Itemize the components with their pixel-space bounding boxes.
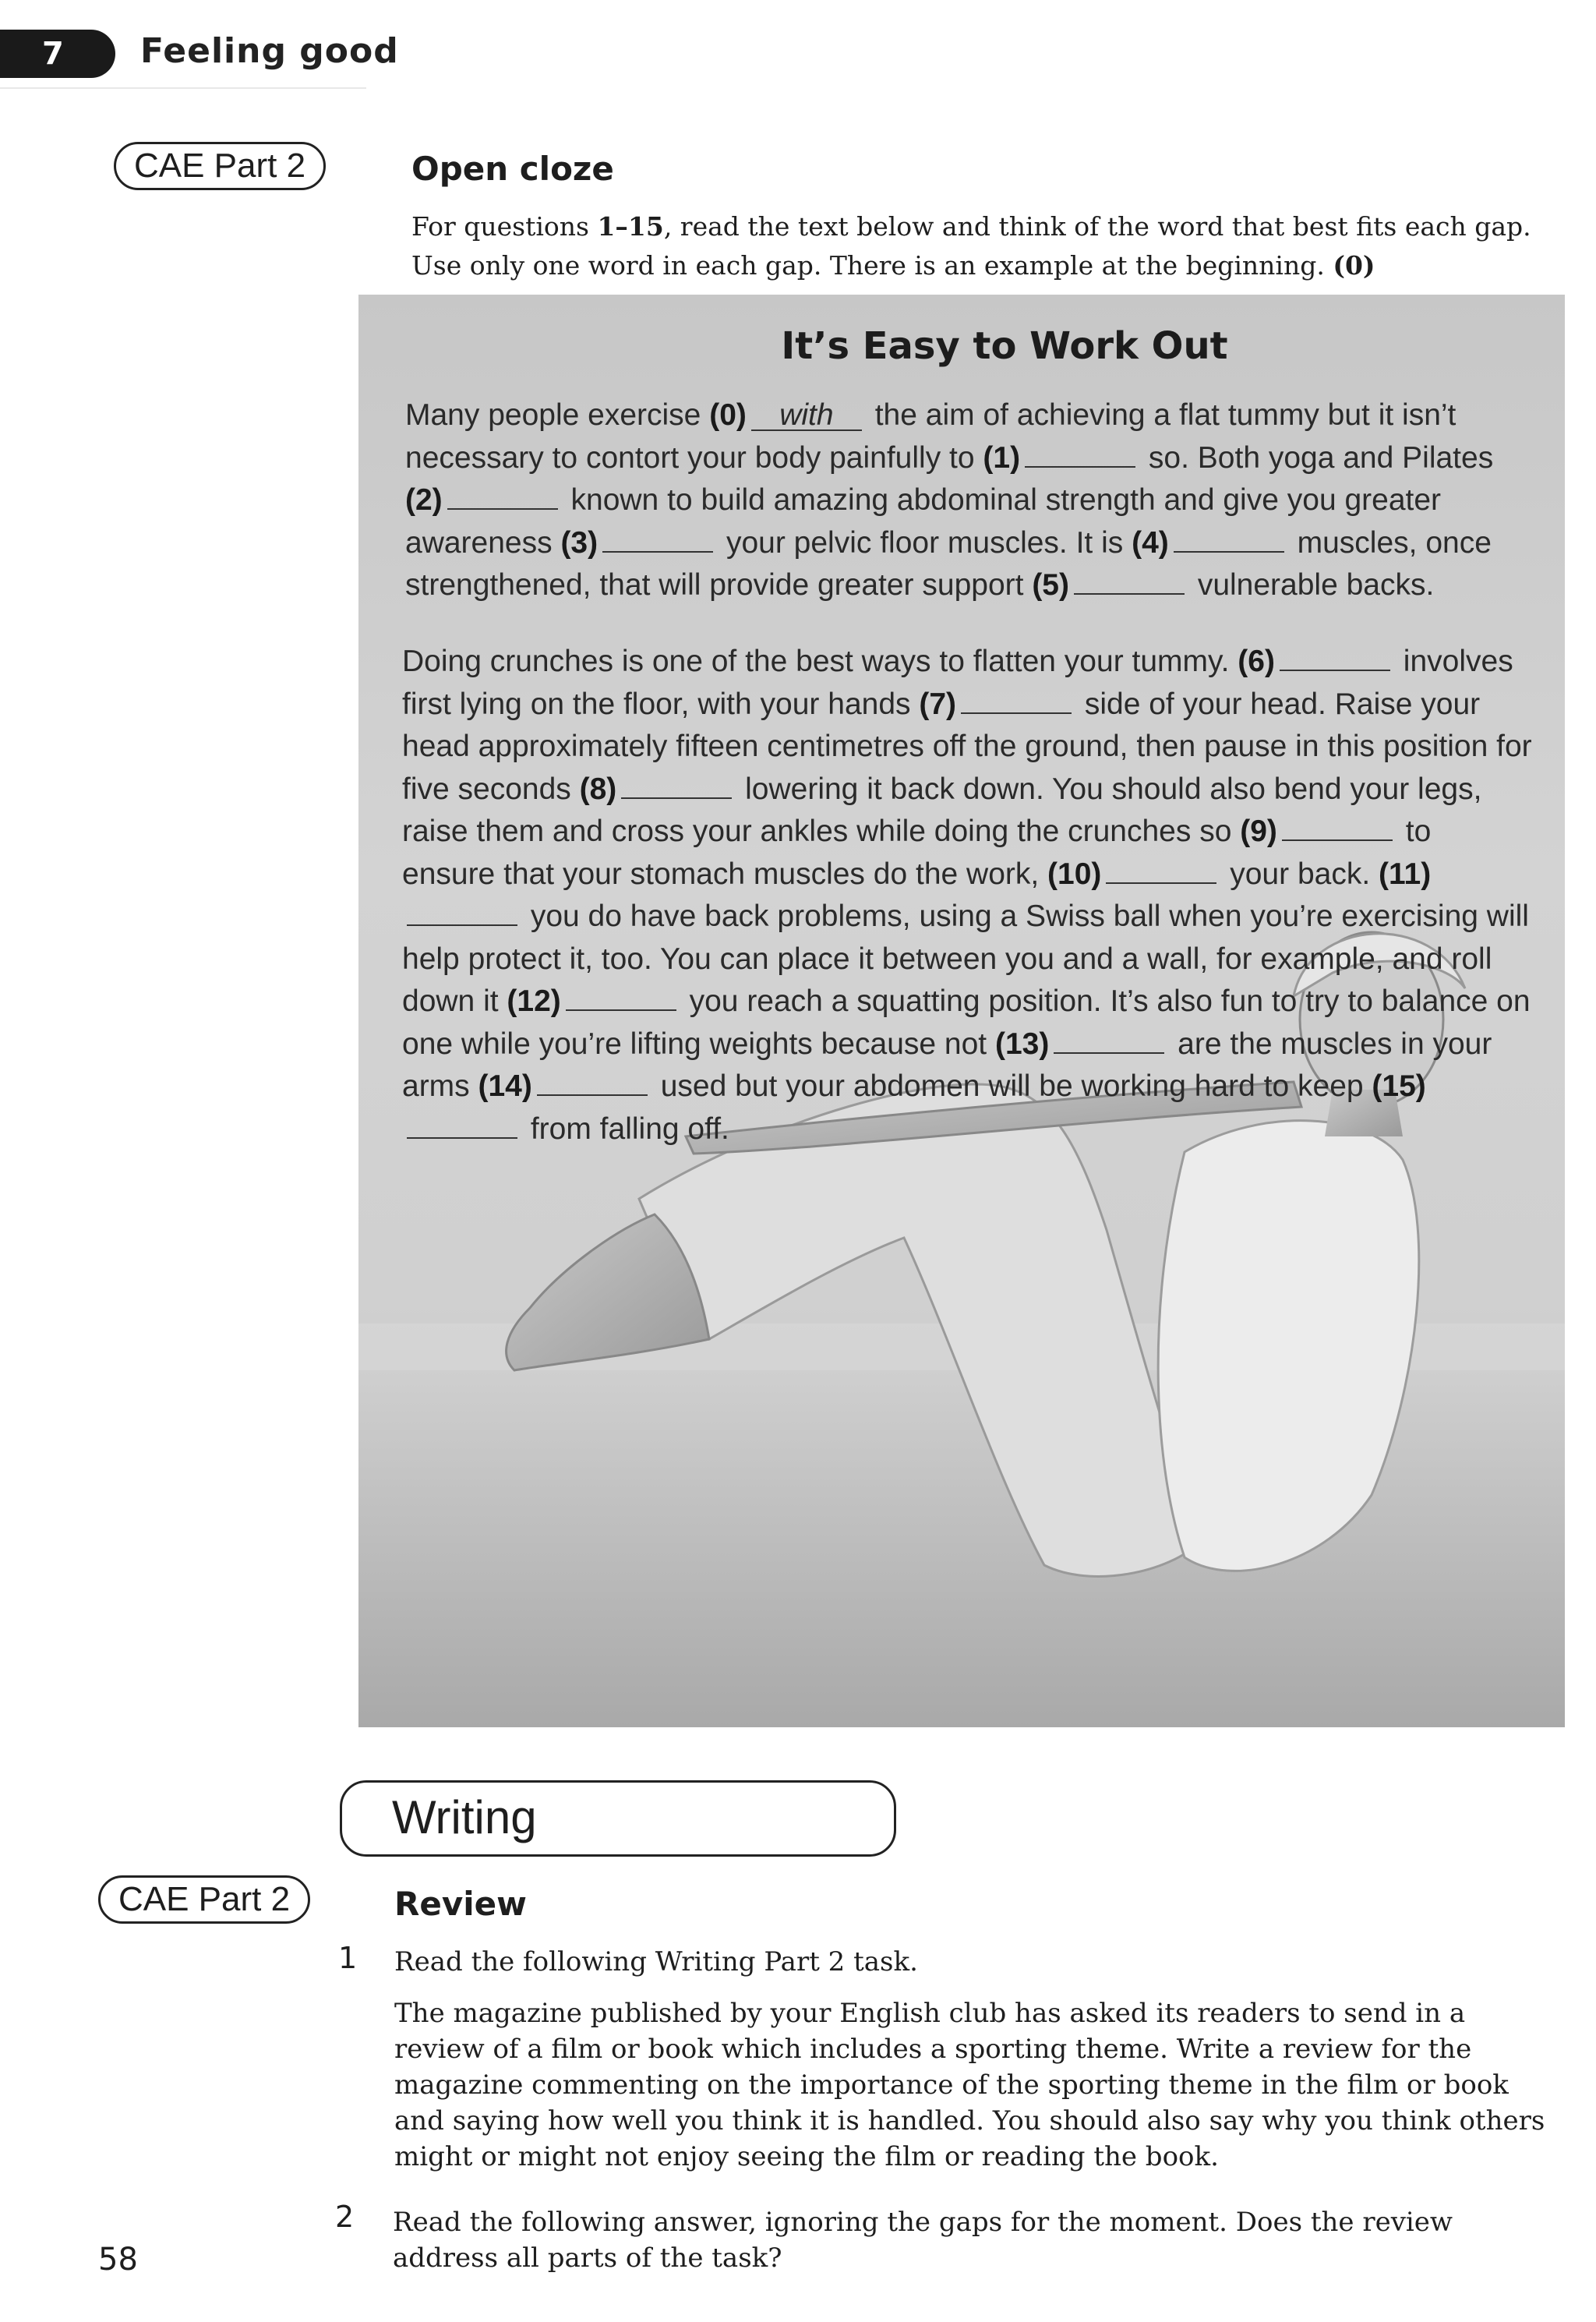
gap-8[interactable] xyxy=(621,797,732,799)
cloze-paragraph-2: Doing crunches is one of the best ways to flatten your tummy. (6) involves first lying on the floor, with your hands (7) side of your head. Raise your head approximately fifteen centimetres off the ground, then pause in this position for five seconds (8) lowering it back down. You should also bend your legs, raise them and cross your ankles while doing the crunches so (9) to ensure that your stomach muscles do the work, (10) your back. (11) you do have back problems, using a Swiss ball when you’re exercising will help protect it, too. You can place it between you and a wall, for example, and roll down it (12) you reach a squatting position. It’s also fun to try to balance on one while you’re lifting weights because not (13) are the muscles in your arms (14) used but your abdomen will be working hard to keep (15) from falling off. xyxy=(402,645,1532,1146)
part-label-writing: CAE Part 2 xyxy=(98,1875,310,1924)
gap-9[interactable] xyxy=(1282,839,1393,841)
question-number-1: 1 xyxy=(338,1941,358,1975)
gap-7[interactable] xyxy=(961,712,1072,714)
gap-6[interactable] xyxy=(1280,670,1390,671)
cloze-text-title: It’s Easy to Work Out xyxy=(781,324,1228,368)
header-rule xyxy=(0,87,366,89)
question-1-text: Read the following Writing Part 2 task. xyxy=(394,1946,918,1977)
writing-section-box: Writing xyxy=(340,1780,896,1857)
gap-10[interactable] xyxy=(1106,882,1216,884)
cloze-instructions: For questions 1–15, read the text below and think of the word that best fits each gap. Use only one word in each gap. There is an example at the beginning. (0) xyxy=(411,211,1531,281)
cloze-text-panel xyxy=(358,295,1565,1727)
gap-15[interactable] xyxy=(407,1137,517,1139)
gap-11[interactable] xyxy=(407,924,517,926)
writing-task-text: The magazine published by your English club has asked its readers to send in a review of a film or book which includes a sporting theme. Write a review for the magazine commenting on the importance of the sporting theme in the film or book and saying how well you think it is handled. You should also say why you think others might or might not enjoy seeing the film or reading the book. xyxy=(394,1998,1545,2172)
gap-5[interactable] xyxy=(1074,593,1185,595)
question-number-2: 2 xyxy=(335,2200,355,2234)
gap-13[interactable] xyxy=(1054,1052,1164,1054)
gap-1[interactable] xyxy=(1025,466,1135,468)
question-2-text: Read the following answer, ignoring the gaps for the moment. Does the review address all parts of the task? xyxy=(393,2207,1453,2274)
gap-2[interactable] xyxy=(447,508,558,510)
part-label-cloze: CAE Part 2 xyxy=(114,142,326,190)
section-heading-review: Review xyxy=(394,1885,527,1923)
chapter-number-tab: 7 xyxy=(0,30,115,78)
chapter-title: Feeling good xyxy=(140,31,399,71)
example-answer: with xyxy=(751,401,862,431)
gap-14[interactable] xyxy=(537,1094,648,1096)
gap-12[interactable] xyxy=(566,1009,676,1011)
cloze-paragraph-1: Many people exercise (0) with the aim of achieving a flat tummy but it isn’t necessary to contort your body painfully to (1) so. Both yoga and Pilates (2) known to build amazing abdominal strength and give you greater awareness (3) your pelvic floor muscles. It is (4) muscles, once strengthened, that will provide greater support (5) vulnerable backs. xyxy=(405,398,1494,602)
gap-4[interactable] xyxy=(1174,551,1284,553)
section-heading-open-cloze: Open cloze xyxy=(411,150,614,188)
page-number: 58 xyxy=(98,2242,138,2278)
gap-3[interactable] xyxy=(602,551,713,553)
